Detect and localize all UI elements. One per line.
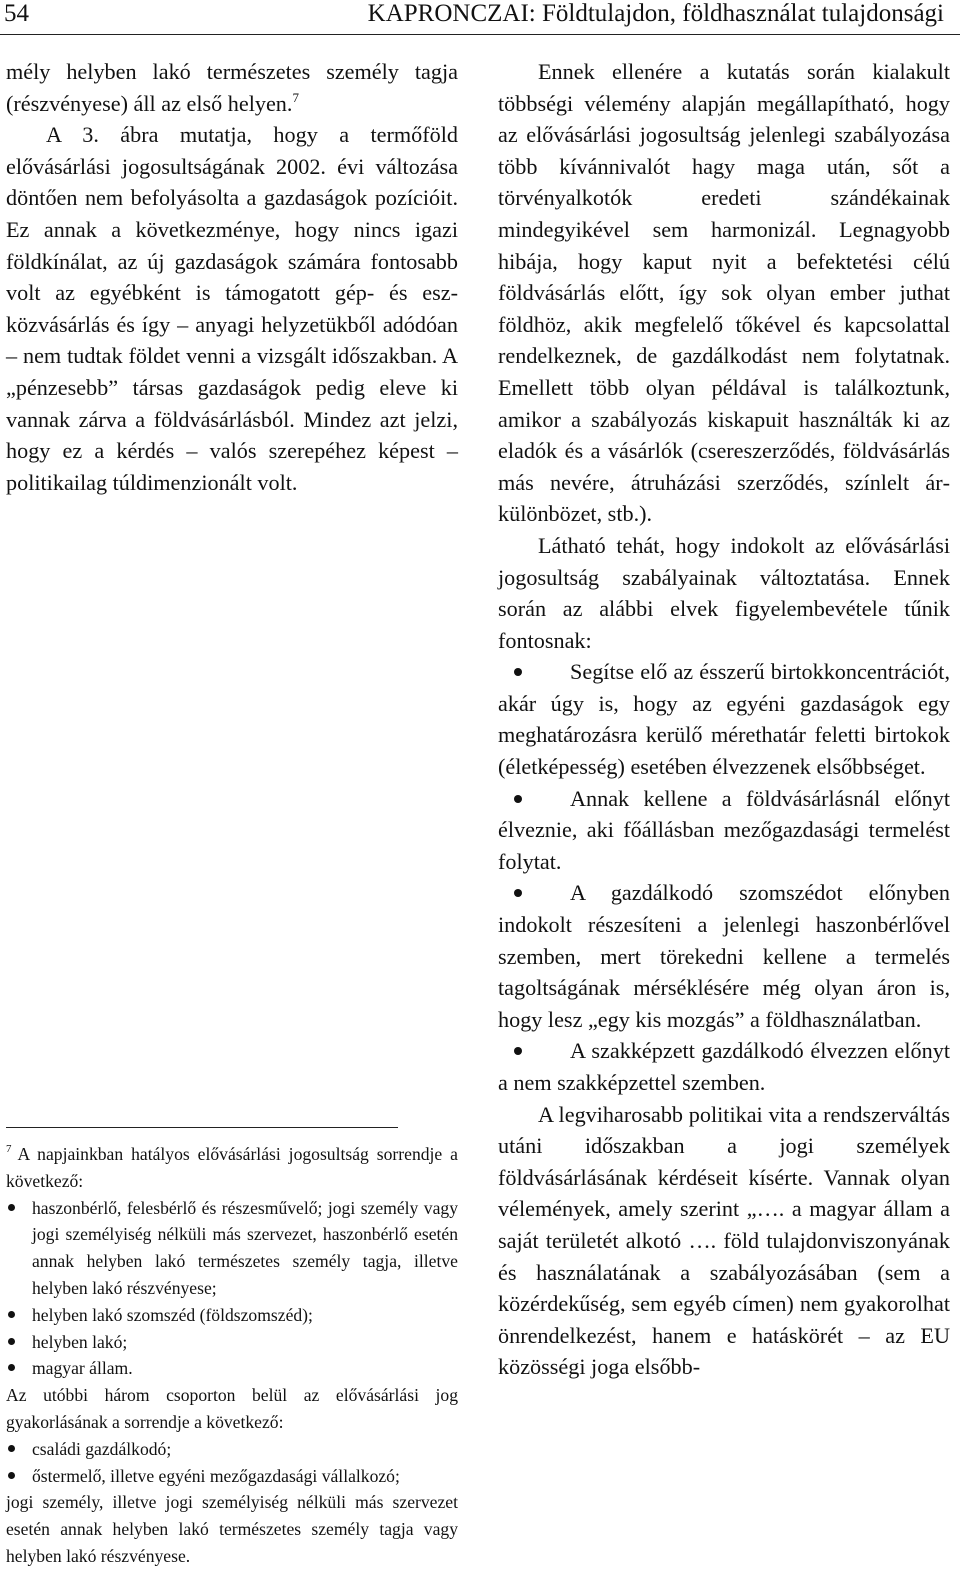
right-paragraph-2: Látható tehát, hogy indokolt az elővásárlási jogosultság szabályainak változtatása. Ennek során az alábbi elvek figyelembevétele tűnik fontosnak:	[498, 532, 950, 653]
left-paragraph-1	[6, 56, 458, 119]
page-header	[0, 0, 960, 35]
page-number: 54	[4, 0, 29, 27]
footnote-paragraph-2: Az utóbbi három csoporton belül az elővásárlási jog gyakorlásának a sorrendje a következő:	[6, 1385, 458, 1432]
footnote-list-2	[6, 1436, 458, 1490]
right-column	[498, 56, 950, 1383]
list-item: őstermelő, illetve egyéni mezőgazdasági vállalkozó;	[6, 1463, 458, 1490]
list-item: A szakképzett gazdálkodó élvezzen előnyt a nem szakképzettel szemben.	[498, 1035, 950, 1098]
footnote-number: 7	[6, 1143, 12, 1155]
list-item: helyben lakó szomszéd (földszomszéd);	[6, 1302, 458, 1329]
list-item: családi gazdálkodó;	[6, 1436, 458, 1463]
principles-list	[498, 656, 950, 1098]
footnote-list-1	[6, 1195, 458, 1383]
footnote-reference[interactable]: 7	[292, 89, 299, 105]
list-item: Segítse elő az ésszerű birtokkoncentrációt, akár úgy is, hogy az egyéni gazdaságok egy meghatározásra kerülő mérethatár feletti birtokok (életképesség) esetében élvezzenek elsőbbséget.	[498, 656, 950, 782]
list-item: magyar állam.	[6, 1355, 458, 1382]
list-item: haszonbérlő, felesbérlő és részesművelő; jogi személy vagy jogi személyiség nélküli más szervezet, haszonbérlő esetén annak helyben lakó természetes személy tagja, illetve helyben lakó részvényese;	[6, 1195, 458, 1302]
footnote	[6, 1141, 458, 1570]
running-title: KAPRONCZAI: Földtulajdon, földhasználat tulajdonsági	[367, 0, 944, 27]
left-paragraph-1-text: mély helyben lakó természetes személy tagja (részvényese) áll az első helyen.	[6, 59, 458, 116]
list-item: Annak kellene a földvásárlásnál előnyt élveznie, aki főállásban mezőgazdasági termelést folytat.	[498, 783, 950, 878]
right-paragraph-3: A legviharosabb politikai vita a rendszerváltás utáni időszakban a jogi személyek földvásárlásának kérdéseit kísérte. Vannak olyan vélemények, amely szerint „…. a magyar állam a saját területét alkotó …. föld tulajdonviszonyának és használatának a szabályozásában (sem a közérdekűség, sem egyéb címen) nem gyakorolhat önrendelkezést, hanem e hatáskörét – az EU közösségi joga elsőbb-	[498, 1101, 950, 1380]
list-item: A gazdálkodó szomszédot előnyben indokolt részesíteni a jelenlegi haszonbérlővel szemben, mert törekedni kellene a termelés tagoltságának mérséklésére még olyan áron is, hogy lesz „egy kis mozgás” a földhasználatban.	[498, 877, 950, 1035]
left-column	[6, 56, 458, 498]
footnote-separator	[6, 1127, 398, 1128]
footnote-intro-text: A napjainkban hatályos elővásárlási jogosultság sorrendje a következő:	[6, 1144, 458, 1191]
footnote-intro	[6, 1141, 458, 1195]
list-item: helyben lakó;	[6, 1329, 458, 1356]
right-paragraph-1: Ennek ellenére a kutatás során kialakult többségi vélemény alapján megállapítható, hogy az elővásárlási jogosultság jelenlegi szabályozása több kívánnivalót hagy maga után, sőt a törvényalkotók eredeti szándékainak mindegyikével sem harmonizál. Legnagyobb hibája, hogy kaput nyit a befektetési célú földvásárlás előtt, így sok olyan ember juthat földhöz, akik megfelelő tőkével és kapcsolattal rendelkeznek, de gazdálkodást nem folytatnak. Emellett több olyan példával is találkoztunk, amikor a szabályozás kiskapuit használták ki az eladók és a vásárlók (csereszerződés, földvásárlás más nevére, átruházási szerződés, színlelt árkülönbözet, stb.).	[498, 59, 950, 527]
footnote-closing: jogi személy, illetve jogi személyiség nélküli más szervezet esetén annak helyben lakó természetes személy tagja vagy helyben lakó részvényese.	[6, 1492, 458, 1566]
left-paragraph-2: A 3. ábra mutatja, hogy a termőföld elővásárlási jogosultságának 2002. évi változása döntően nem befolyásolta a gazdaságok pozícióit. Ez annak a következménye, hogy nincs igazi földkínálat, az új gazdaságok számára fontosabb volt az egyébként is támogatott gép- és eszközvásárlás és így – anyagi helyzetükből adódóan – nem tudtak földet venni a vizsgált időszakban. A „pénzesebb” társas gazdaságok pedig eleve ki vannak zárva a földvásárlásból. Mindez azt jelzi, hogy ez a kérdés – valós szerepéhez képest – politikailag túldimenzionált volt.	[6, 122, 458, 495]
